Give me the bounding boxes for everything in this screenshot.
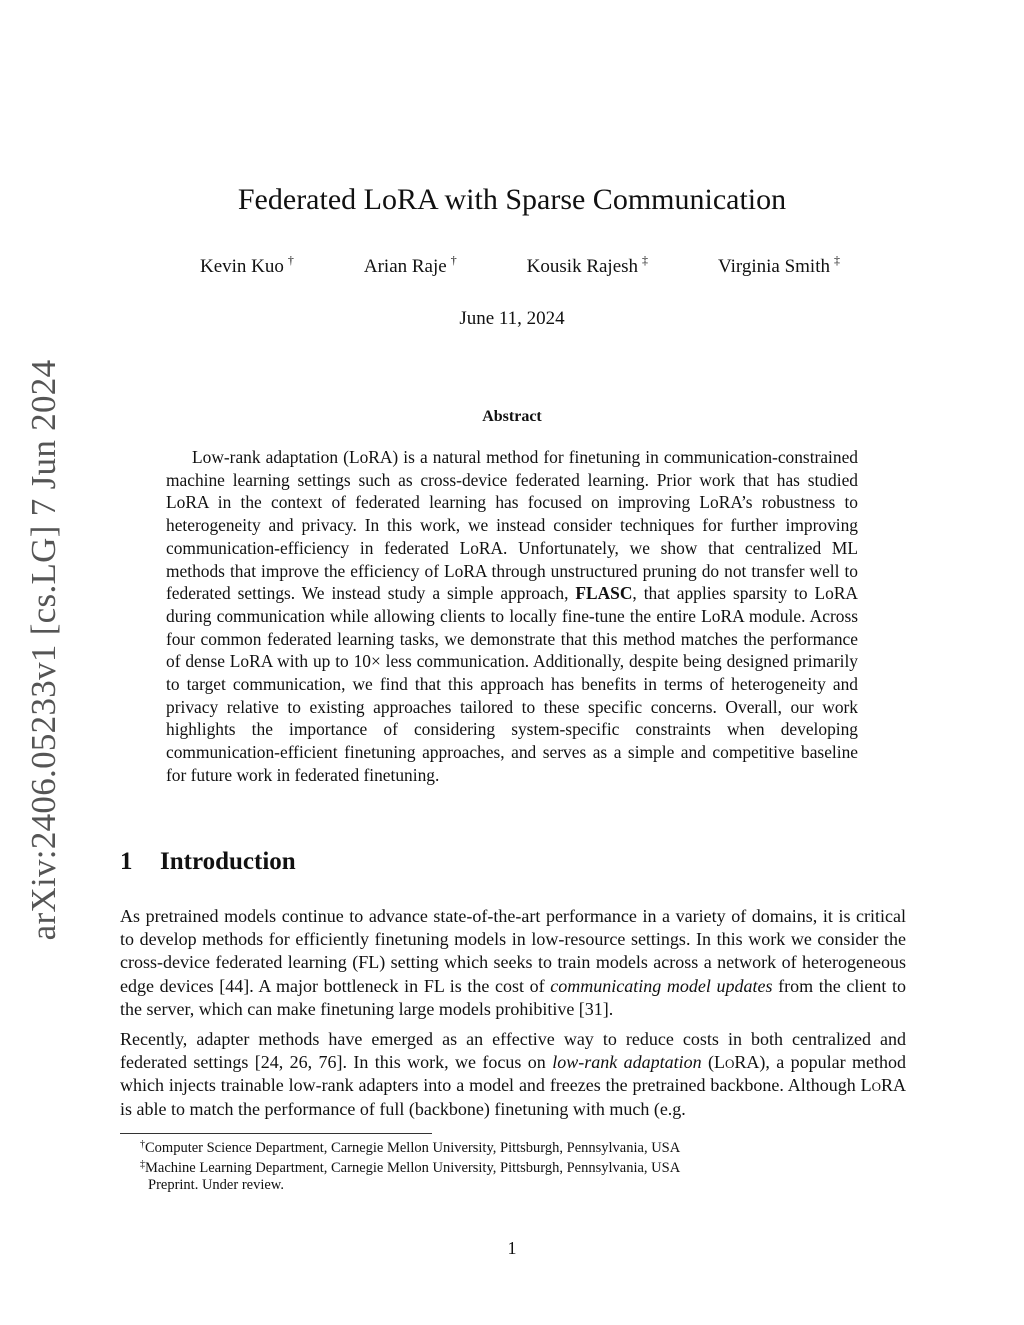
footnote: ‡Machine Learning Department, Carnegie Mellon University, Pittsburgh, Pennsylvania, USA [140,1159,681,1176]
author: Kevin Kuo † [200,253,294,277]
method-name: FLASC [575,583,633,604]
abstract-text: Low-rank adaptation (LoRA) is a natural method for finetuning in communication-constrained machine learning settings such as cross-device federated learning. Prior work that has studied LoRA in the context of federated learning has focused on improving LoRA’s robustness to heterogeneity and privacy. In this work, we instead consider techniques for further improving communication-efficiency in federated LoRA. Unfortunately, we show that centralized ML methods that improve the efficiency of LoRA through unstructured pruning do not transfer well to federated settings. We instead study a simple approach, FLASC, that applies sparsity to LoRA during communication while allowing clients to locally fine-tune the entire LoRA module. Across four common federated learning tasks, we demonstrate that this method matches the performance of dense LoRA with up to 10× less communication. Additionally, despite being designed primarily to target communication, we find that this approach has benefits in terms of heterogeneity and privacy relative to existing approaches tailored to these specific concerns. Overall, our work highlights the importance of considering system-specific constraints when developing communication-efficient finetuning approaches, and serves as a simple and competitive baseline for future work in federated finetuning. [166,447,858,785]
page-number: 1 [507,1238,517,1258]
intro-paragraph-1: As pretrained models continue to advance state-of-the-art performance in a variety of domains, it is critical to develop methods for efficiently finetuning models in low-resource settings. In this work we consider the cross-device federated learning (FL) setting which seeks to train models across a network of heterogeneous edge devices [44]. A major bottleneck in FL is the cost of communicating model updates from the client to the server, which can make finetuning large models prohibitive [31]. [120,906,907,1019]
section-heading [120,848,296,876]
footnote: Preprint. Under review. [148,1177,284,1193]
section-title: Introduction [160,848,296,875]
section-number: 1 [120,848,133,875]
arxiv-identifier: arXiv:2406.05233v1 [cs.LG] 7 Jun 2024 [24,359,63,941]
intro-paragraph-2: Recently, adapter methods have emerged as an effective way to reduce costs in both centralized and federated settings [24, 26, 76]. In this work, we focus on low-rank adaptation (LoRA), a popular method which injects trainable low-rank adapters into a model and freezes the pretrained backbone. Although LoRA is able to match the performance of full (backbone) finetuning with much (e.g. [120,1029,906,1119]
author-list [200,253,840,278]
author: Arian Raje † [363,253,457,277]
paper-title: Federated LoRA with Sparse Communication [237,183,787,216]
abstract-heading: Abstract [482,408,542,425]
footnote-divider [120,1133,432,1134]
author: Virginia Smith ‡ [718,253,840,277]
footnote: †Computer Science Department, Carnegie Mellon University, Pittsburgh, Pennsylvania, USA [140,1139,681,1156]
publication-date: June 11, 2024 [459,308,565,329]
author: Kousik Rajesh ‡ [526,253,649,277]
